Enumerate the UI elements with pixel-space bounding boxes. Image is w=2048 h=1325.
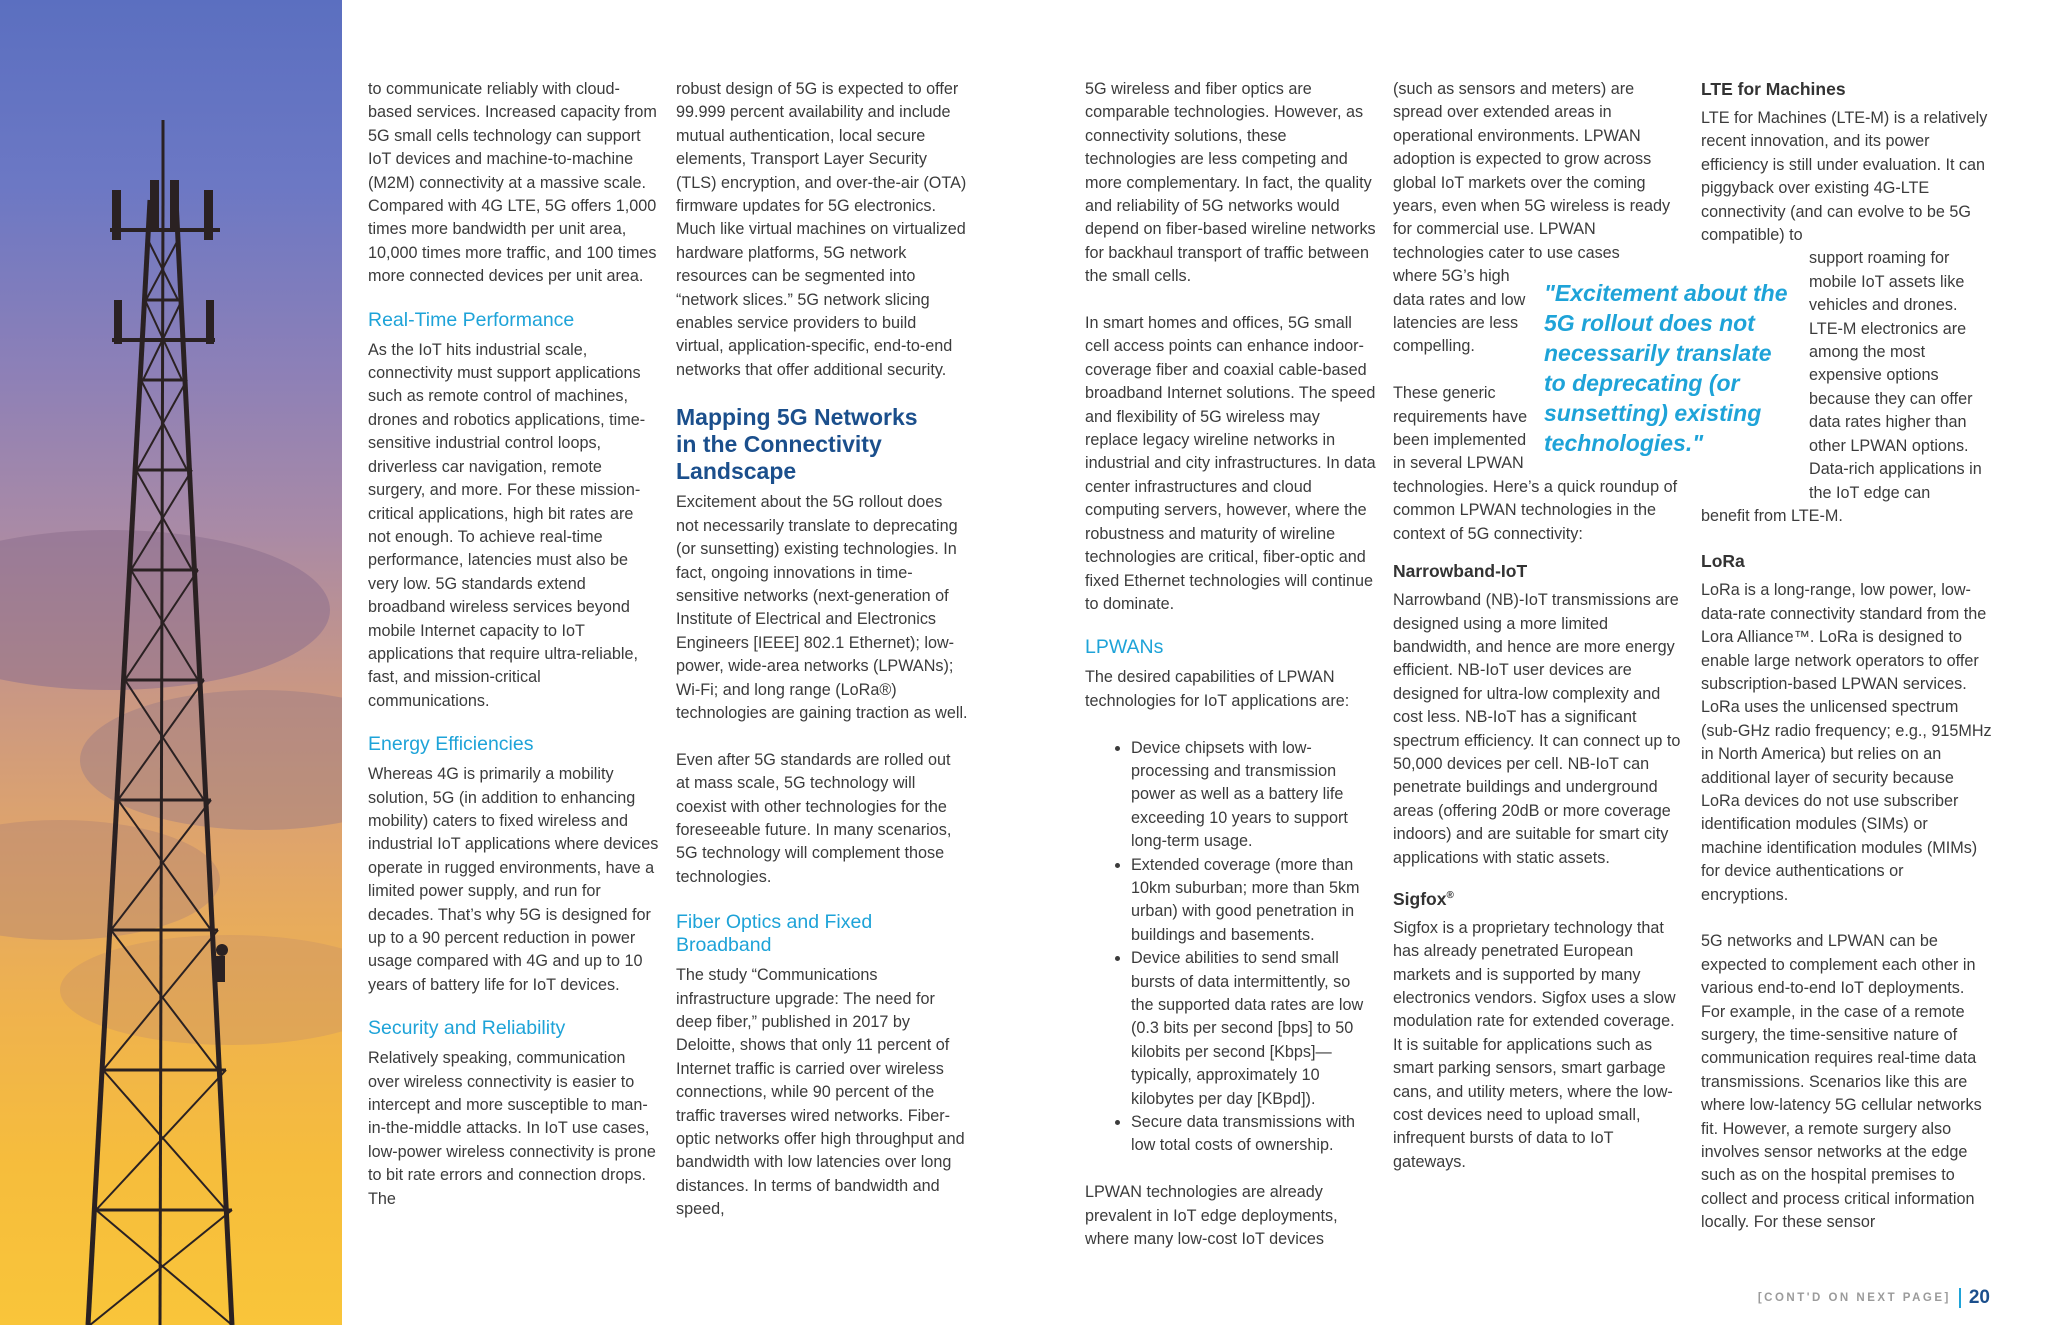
paragraph: The study “Communications infrastructure upgrade: The need for deep fiber,” published in 2017 by Deloitte, shows that only 11 percent of Internet traffic is carried over wireless connections, while 90 percent of the traffic traverses wired networks. Fiber-optic networks offer high throughput and bandwidth with low latencies over long distances. In terms of bandwidth and speed, <box>676 966 965 1219</box>
section-heading-sigfox <box>1393 884 1683 911</box>
paragraph: benefit from LTE-M. <box>1701 506 1843 525</box>
paragraph: support roaming for mobile IoT assets like vehicles and drones. LTE-M electronics are among the most expensive options because they can offer data rates higher than other LPWAN options. Data-rich applications in the IoT edge can <box>1809 249 1982 502</box>
paragraph: Relatively speaking, communication over wireless connectivity is easier to intercept and more susceptible to man-in-the-middle attacks. In IoT use cases, low-power wireless connectivity is prone to bit rate errors and connection drops. The <box>368 1049 656 1208</box>
paragraph: to communicate reliably with cloud-based services. Increased capacity from 5G small cells technology can support IoT devices and machine-to-machine (M2M) connectivity at a massive scale. Compared with 4G LTE, 5G offers 1,000 times more bandwidth per unit area, 10,000 times more traffic, and 100 times more connected devices per unit area. <box>368 80 657 286</box>
lpwan-capabilities-list <box>1107 737 1377 1158</box>
paragraph: These generic requirements have been implemented in several LPWAN <box>1393 384 1528 473</box>
section-heading-narrowband-iot: Narrowband-IoT <box>1393 561 1528 582</box>
paragraph: Narrowband (NB)-IoT transmissions are designed using a more limited bandwidth, and hence are more energy efficient. NB-IoT user devices are designed for ultra-low complexity and cost less. NB-IoT has a significant spectrum efficiency. It can connect up to 50,000 devices per cell. NB-IoT can penetrate buildings and underground areas (offering 20dB or more coverage indoors) and are suitable for smart city applications with static assets. <box>1393 591 1681 867</box>
paragraph: 5G networks and LPWAN can be expected to complement each other in various end-to-end IoT deployments. For example, in the case of a remote surgery, the time-sensitive nature of communication requires real-time data transmissions. Scenarios like this are where low-latency 5G cellular networks fit. However, a remote surgery also involves sensor networks at the edge such as on the hospital premises to collect and process critical information locally. For these sensor <box>1701 932 1982 1232</box>
footer-divider <box>1959 1288 1961 1308</box>
text-column-4 <box>1393 78 1683 1174</box>
paragraph: Excitement about the 5G rollout does not necessarily translate to deprecating (or sunsetting) existing technologies. In fact, ongoing innovations in time-sensitive networks (next-generation of Institute of Electrical and Electronics Engineers [IEEE] 802.1 Ethernet); low-power, wide-area networks (LPWANs); Wi-Fi; and long range (LoRa®) technologies are gaining traction as well. <box>676 493 968 722</box>
paragraph: In smart homes and offices, 5G small cell access points can enhance indoor-coverage fiber and coaxial cable-based broadband Internet solutions. The speed and flexibility of 5G wireless may replace legacy wireline networks in industrial and city infrastructures. In data center infrastructures and cloud computing servers, however, where the robustness and maturity of wireline technologies are critical, fiber-optic and fixed Ethernet technologies will continue to dominate. <box>1085 314 1376 613</box>
paragraph: 5G wireless and fiber optics are comparable technologies. However, as connectivity solutions, these technologies are less competing and more complementary. In fact, the quality and reliability of 5G networks would depend on fiber-based wireline networks for backhaul transport of traffic between the small cells. <box>1085 80 1376 286</box>
paragraph: technologies. Here’s a quick roundup of common LPWAN technologies in the context of 5G connectivity: <box>1393 477 1678 543</box>
paragraph: robust design of 5G is expected to offer 99.999 percent availability and include mutual authentication, local secure elements, Transport Layer Security (TLS) encryption, and over-the-air (OTA) firmware updates for 5G electronics. Much like virtual machines on virtualized hardware platforms, 5G network resources can be segmented into “network slices.” 5G network slicing enables service providers to build virtual, application-specific, end-to-end networks that offer additional security. <box>676 80 967 379</box>
paragraph: where 5G’s high data rates and low latencies are less compelling. <box>1393 267 1526 356</box>
paragraph: Sigfox is a proprietary technology that has already penetrated European markets and is supported by many electronics vendors. Sigfox uses a slow modulation rate for extended coverage. It is suitable for applications such as smart parking sensors, smart garbage cans, and utility meters, where the low-cost devices need to upload small, infrequent bursts of data to IoT gateways. <box>1393 918 1676 1171</box>
paragraph: The desired capabilities of LPWAN technologies for IoT applications are: <box>1085 668 1350 710</box>
page-number: 20 <box>1968 1287 1990 1308</box>
list-item: • Device abilities to send small bursts of data intermittently, so the supported data rates are low (0.3 bits per second [bps] to 50 kilobits per second [Kbps]—typically, approximately 10 kilobytes per day [KBpd]). <box>1131 947 1377 1111</box>
paragraph: LPWAN technologies are already prevalent in IoT edge deployments, where many low-cost IoT devices <box>1085 1183 1338 1249</box>
registered-mark: ® <box>1446 889 1454 901</box>
continued-note: [CONT'D ON NEXT PAGE] <box>1757 1292 1951 1304</box>
section-heading-energy-efficiencies: Energy Efficiencies <box>368 733 534 756</box>
list-item: • Device chipsets with low-processing and transmission power as well as a battery life exceeding 10 years to support long-term usage. <box>1131 737 1377 854</box>
pull-quote: "Excitement about the 5G rollout does not necessarily translate to deprecating (or sunsetting) existing technologies." <box>1544 280 1788 456</box>
paragraph: As the IoT hits industrial scale, connectivity must support applications such as remote control of machines, drones and robotics applications, time-sensitive industrial control loops, driverless car navigation, remote surgery, and more. For these mission-critical applications, high bit rates are not enough. To achieve real-time performance, latencies must also be very low. 5G standards extend broadband wireless services beyond mobile Internet capacity to IoT applications that require ultra-reliable, fast, and mission-critical communications. <box>368 340 646 710</box>
paragraph: (such as sensors and meters) are spread over extended areas in operational environments. LPWAN adoption is expected to grow across global IoT markets over the coming years, even when 5G wireless is ready for commercial use. LPWAN technologies cater to use cases <box>1393 80 1671 262</box>
paragraph: LoRa is a long-range, low power, low-data-rate connectivity standard from the Lora Alliance™. LoRa is designed to enable large network operators to offer subscription-based LPWAN services. LoRa uses the unlicensed spectrum (sub-GHz radio frequency; e.g., 915MHz in North America) but relies on an additional layer of security because LoRa devices do not use subscriber identification modules (SIMs) or machine identification modules (MIMs) for device authentications or encryptions. <box>1701 581 1992 904</box>
cell-tower-photo <box>0 0 342 1325</box>
text-column-3 <box>1085 78 1377 1251</box>
paragraph: Whereas 4G is primarily a mobility solution, 5G (in addition to enhancing mobility) caters to fixed wireless and industrial IoT applications where devices operate in rugged environments, have a limited power supply, and run for decades. That’s why 5G is designed for up to a 90 percent reduction in power usage compared with 4G and up to 10 years of battery life for IoT devices. <box>368 765 659 994</box>
text-column-2 <box>676 78 968 1222</box>
section-heading-real-time-performance: Real-Time Performance <box>368 308 575 331</box>
section-heading-security-reliability: Security and Reliability <box>368 1017 566 1040</box>
section-heading-fiber-optics: Fiber Optics and Fixed Broadband <box>676 911 873 957</box>
section-heading-lpwans: LPWANs <box>1085 636 1164 659</box>
section-heading-mapping-5g-networks: Mapping 5G Networks in the Connectivity Landscape <box>676 404 918 485</box>
sigfox-heading-text: Sigfox <box>1393 888 1447 909</box>
list-item: • Extended coverage (more than 10km suburban; more than 5km urban) with good penetration in buildings and basements. <box>1131 854 1377 948</box>
page-footer <box>1758 1287 1990 1309</box>
text-column-5 <box>1701 78 1993 1235</box>
paragraph: Even after 5G standards are rolled out at mass scale, 5G technology will coexist with other technologies for the foreseeable future. In many scenarios, 5G technology will complement those technologies. <box>676 750 952 886</box>
text-column-1 <box>368 78 660 1211</box>
paragraph: LTE for Machines (LTE-M) is a relatively recent innovation, and its power efficiency is still under evaluation. It can piggyback over existing 4G-LTE connectivity (and can evolve to be 5G compatible) to <box>1701 109 1988 245</box>
list-item: • Secure data transmissions with low total costs of ownership. <box>1131 1111 1377 1158</box>
section-heading-lte-for-machines: LTE for Machines <box>1701 79 1846 99</box>
section-heading-lora: LoRa <box>1701 551 1745 572</box>
